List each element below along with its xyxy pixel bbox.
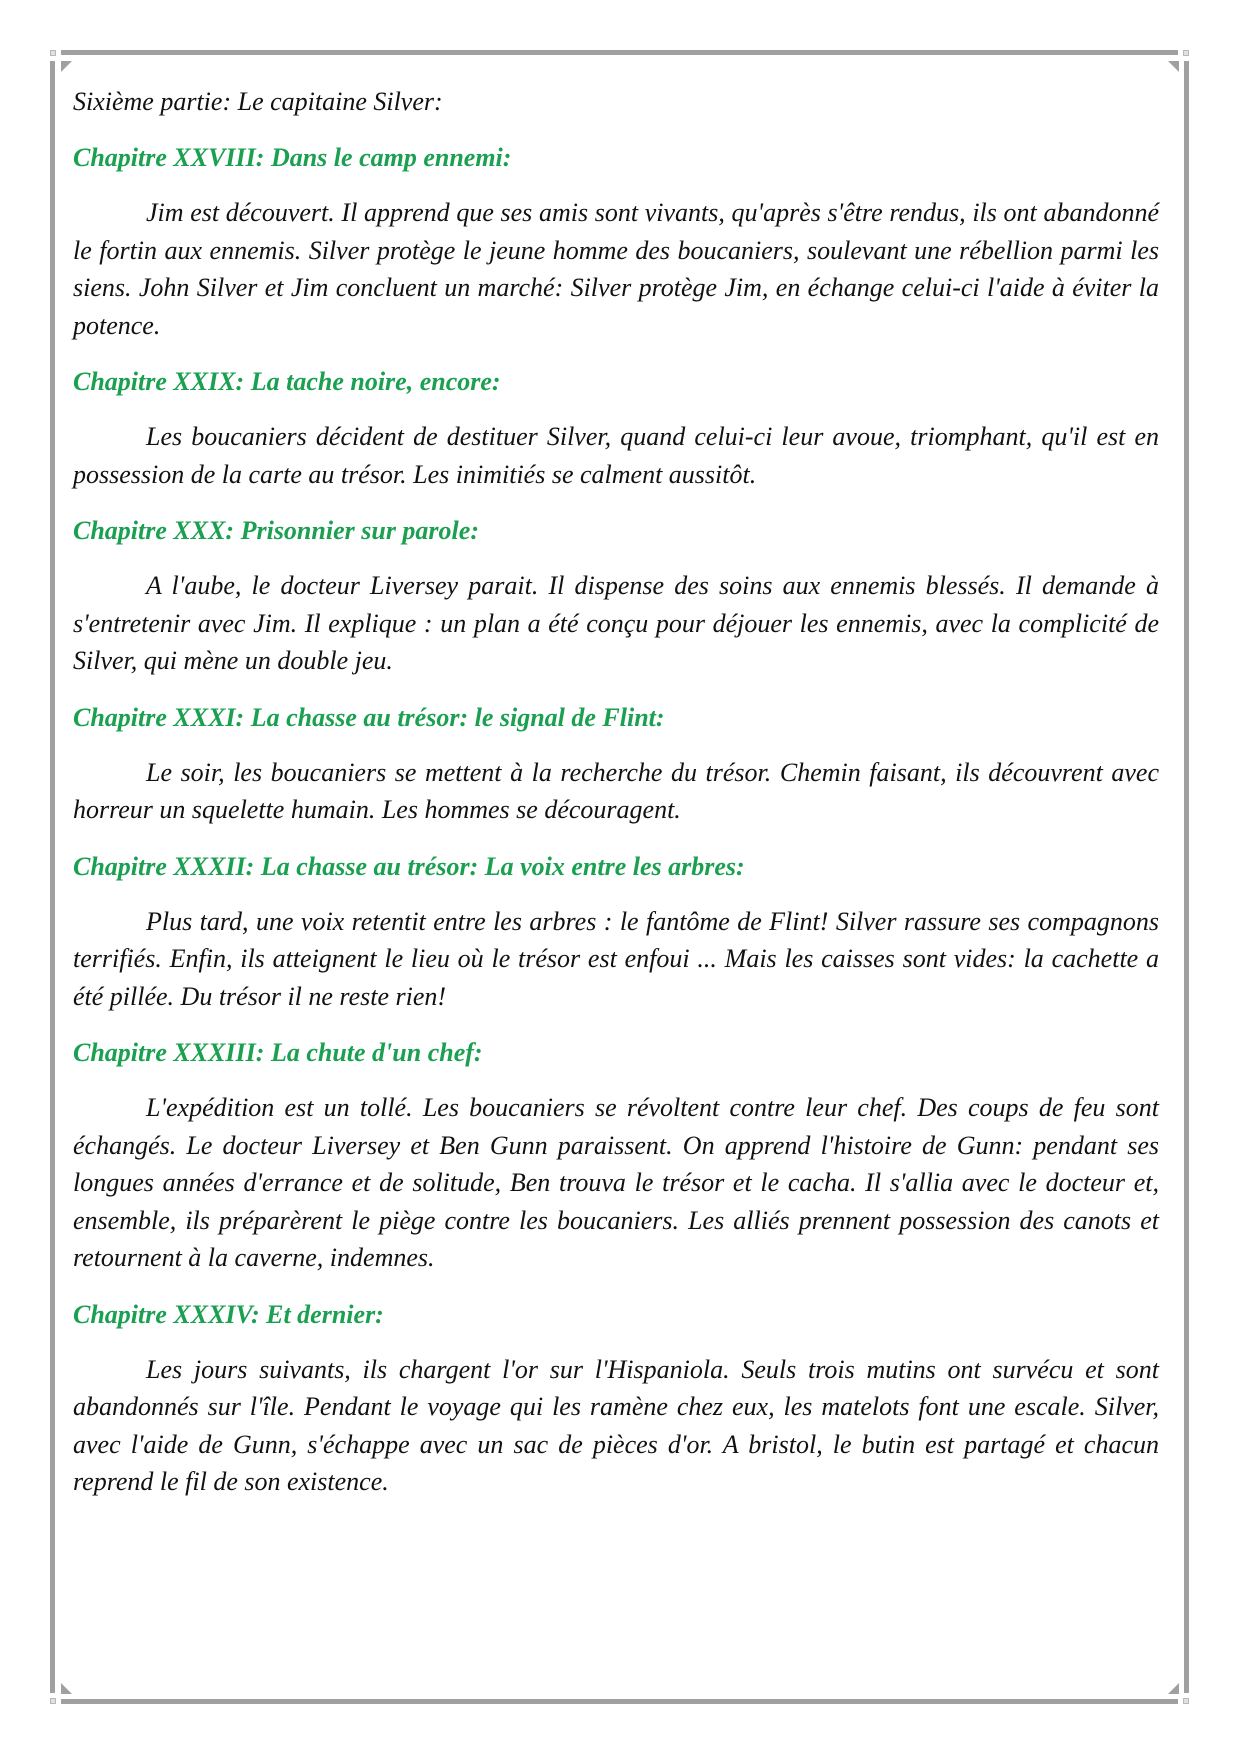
chapter-section xyxy=(73,513,1159,680)
chapter-section xyxy=(73,140,1159,344)
chapter-title: Chapitre XXVIII: Dans le camp ennemi: xyxy=(73,143,512,172)
frame-top-border xyxy=(61,50,1178,55)
frame-left-border xyxy=(50,61,55,1693)
corner-square-bottom-left xyxy=(50,1698,56,1704)
chapter-summary: L'expédition est un tollé. Les boucaniers se révoltent contre leur chef. Des coups de feu sont échangés. Le docteur Liversey et Ben Gunn paraissent. On apprend l'histoire de Gunn: pendant ses longues années d'errance et de solitude, Ben trouva le trésor et le cacha. Il s'allia avec le docteur et, ensemble, ils préparèrent le piège contre les boucaniers. Les alliés prennent possession des canots et retournent à la caverne, indemnes. xyxy=(73,1093,1159,1272)
frame-right-border xyxy=(1184,61,1189,1693)
corner-square-bottom-right xyxy=(1183,1698,1189,1704)
chapter-title: Chapitre XXXIV: Et dernier: xyxy=(73,1299,384,1329)
chapter-title: Chapitre XXXII: La chasse au trésor: La voix entre les arbres: xyxy=(73,851,745,881)
chapter-summary: Le soir, les boucaniers se mettent à la recherche du trésor. Chemin faisant, ils découvrent avec horreur un squelette humain. Les hommes se découragent. xyxy=(73,757,1159,824)
chapter-title: Chapitre XXXIII: La chute d'un chef: xyxy=(73,1038,483,1067)
chapter-title: Chapitre XXIX: La tache noire, encore: xyxy=(73,367,501,396)
chapter-summary: A l'aube, le docteur Liversey parait. Il dispense des soins aux ennemis blessés. Il demande à s'entretenir avec Jim. Il explique : un plan a été conçu pour déjouer les ennemis, avec la complicité de Silver, qui mène un double jeu. xyxy=(73,571,1159,675)
chapter-summary: Jim est découvert. Il apprend que ses amis sont vivants, qu'après s'être rendus, ils ont abandonné le fortin aux ennemis. Silver protège le jeune homme des boucaniers, soulevant une rébellion parmi les siens. John Silver et Jim concluent un marché: Silver protège Jim, en échange celui-ci l'aide à éviter la potence. xyxy=(73,198,1159,340)
chapter-summary: Plus tard, une voix retentit entre les arbres : le fantôme de Flint! Silver rassure ses compagnons terrifiés. Enfin, ils atteignent le lieu où le trésor est enfoui ... Mais les caisses sont vides: la cachette a été pillée. Du trésor il ne reste rien! xyxy=(73,906,1159,1011)
chapter-section xyxy=(73,849,1159,1016)
chapter-section xyxy=(73,700,1159,829)
corner-square-top-right xyxy=(1183,50,1189,56)
corner-triangle-top-right-icon xyxy=(1168,61,1179,72)
chapter-title: Chapitre XXXI: La chasse au trésor: le signal de Flint: xyxy=(73,702,665,732)
chapter-section xyxy=(73,1297,1159,1501)
chapter-section xyxy=(73,364,1159,493)
corner-square-top-left xyxy=(50,50,56,56)
corner-triangle-top-left-icon xyxy=(61,61,72,72)
chapter-summary: Les boucaniers décident de destituer Silver, quand celui-ci leur avoue, triomphant, qu'il est en possession de la carte au trésor. Les inimitiés se calment aussitôt. xyxy=(73,422,1159,489)
frame-bottom-border xyxy=(61,1699,1178,1704)
corner-triangle-bottom-left-icon xyxy=(61,1683,72,1694)
chapter-title: Chapitre XXX: Prisonnier sur parole: xyxy=(73,516,479,545)
document-content xyxy=(73,84,1159,1521)
part-title: Sixième partie: Le capitaine Silver: xyxy=(73,87,443,116)
chapter-section xyxy=(73,1035,1159,1277)
chapter-summary: Les jours suivants, ils chargent l'or sur l'Hispaniola. Seuls trois mutins ont survécu et sont abandonnés sur l'île. Pendant le voyage qui les ramène chez eux, les matelots font une escale. Silver, avec l'aide de Gunn, s'échappe avec un sac de pièces d'or. A bristol, le butin est partagé et chacun reprend le fil de son existence. xyxy=(73,1354,1159,1496)
corner-triangle-bottom-right-icon xyxy=(1168,1683,1179,1694)
